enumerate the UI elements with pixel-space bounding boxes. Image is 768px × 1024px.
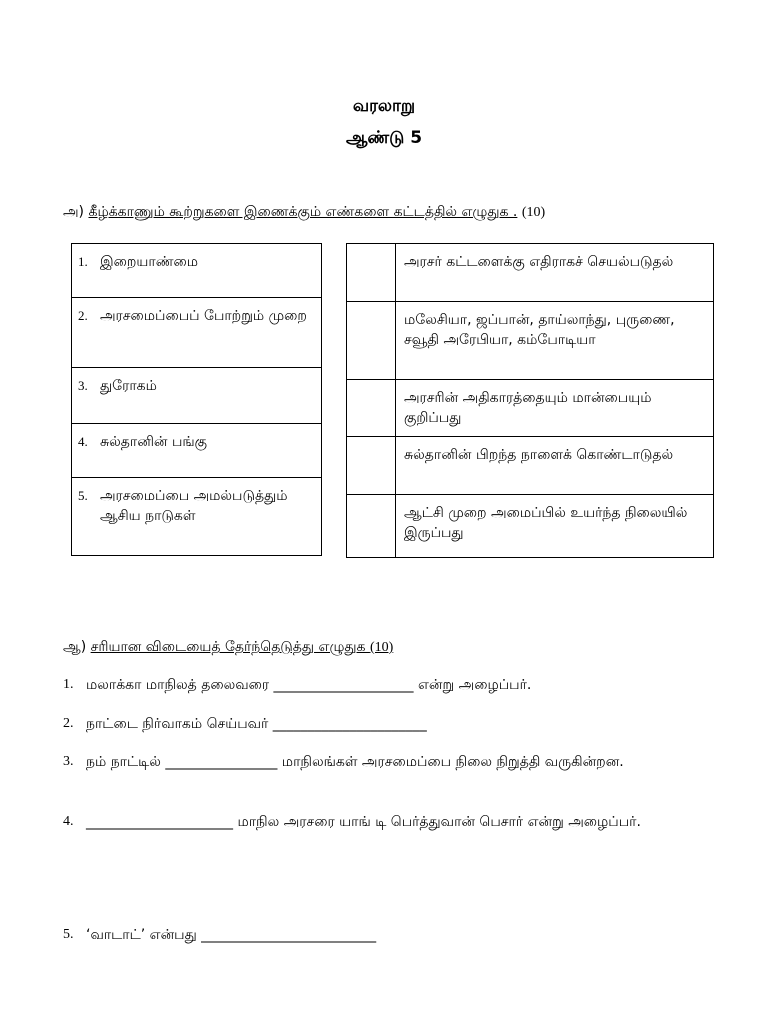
answer-box[interactable] — [347, 380, 396, 437]
question-number: 2. — [63, 716, 74, 731]
left-item — [72, 368, 322, 424]
question-number: 5. — [63, 927, 74, 942]
right-match-table — [346, 243, 714, 558]
question-text: நம் நாட்டில் ________________ மாநிலங்கள் அரசமைப்பை நிலை நிறுத்தி வருகின்றன. — [86, 754, 624, 770]
question-text: மலாக்கா மாநிலத் தலைவரை ____________________ என்று அழைப்பர். — [86, 677, 532, 693]
left-item — [72, 244, 322, 298]
right-item: சுல்தானின் பிறந்த நாளைக் கொண்டாடுதல் — [396, 437, 714, 495]
left-item-number: 2. — [78, 308, 88, 323]
question — [63, 752, 703, 772]
question-number: 1. — [63, 677, 74, 692]
question — [63, 812, 703, 832]
left-item-text: சுல்தானின் பங்கு — [100, 434, 208, 450]
section-a-heading — [63, 204, 545, 222]
right-item: அரசரின் அதிகாரத்தையும் மான்பையும் குறிப்பது — [396, 380, 714, 437]
question-text: நாட்டை நிர்வாகம் செய்பவர் ______________________ — [86, 716, 427, 732]
question-number: 3. — [63, 754, 74, 769]
right-item: ஆட்சி முறை அமைப்பில் உயர்ந்த நிலையில் இருப்பது — [396, 495, 714, 558]
question — [63, 675, 703, 695]
answer-box[interactable] — [347, 244, 396, 302]
answer-box[interactable] — [347, 495, 396, 558]
section-a-instruction: கீழ்க்காணும் கூற்றுகளை இணைக்கும் எண்களை கட்டத்தில் எழுதுக . — [88, 204, 518, 220]
page-subtitle: ஆண்டு 5 — [345, 128, 423, 148]
left-item-number: 5. — [78, 488, 88, 503]
answer-box[interactable] — [347, 302, 396, 380]
left-item — [72, 298, 322, 368]
left-item-number: 3. — [78, 378, 88, 393]
question-text: ‘வாடாட்’ என்பது _________________________ — [86, 927, 377, 943]
question — [63, 714, 703, 734]
page-title: வரலாறு — [352, 96, 416, 116]
section-b-marker: ஆ) — [63, 639, 87, 655]
question-text: _____________________ மாநில அரசரை யாங் டி பெர்த்துவான் பெசார் என்று அழைப்பர். — [86, 814, 641, 830]
left-item-text: அரசமைப்பை அமல்படுத்தும் ஆசிய நாடுகள் — [100, 488, 288, 524]
left-item-number: 1. — [78, 254, 88, 269]
left-item-number: 4. — [78, 434, 88, 449]
section-b-heading — [63, 639, 393, 657]
left-item-text: துரோகம் — [100, 378, 157, 394]
right-item: மலேசியா, ஜப்பான், தாய்லாந்து, புருணை, சவூதி அரேபியா, கம்போடியா — [396, 302, 714, 380]
answer-box[interactable] — [347, 437, 396, 495]
right-item: அரசர் கட்டளைக்கு எதிராகச் செயல்படுதல் — [396, 244, 714, 302]
section-a-marker: அ) — [63, 204, 85, 220]
question-number: 4. — [63, 814, 74, 829]
left-item-text: அரசமைப்பைப் போற்றும் முறை — [100, 308, 307, 324]
left-item-text: இறையாண்மை — [100, 254, 199, 270]
left-match-table — [71, 243, 322, 556]
section-a-marks: (10) — [521, 205, 546, 220]
section-b-instruction: சரியான விடையைத் தேர்ந்தெடுத்து எழுதுக — [90, 639, 366, 655]
left-item — [72, 478, 322, 556]
question — [63, 925, 703, 945]
left-item — [72, 424, 322, 478]
section-b-instruction-group — [91, 639, 394, 655]
section-b-marks: (10) — [369, 640, 394, 655]
